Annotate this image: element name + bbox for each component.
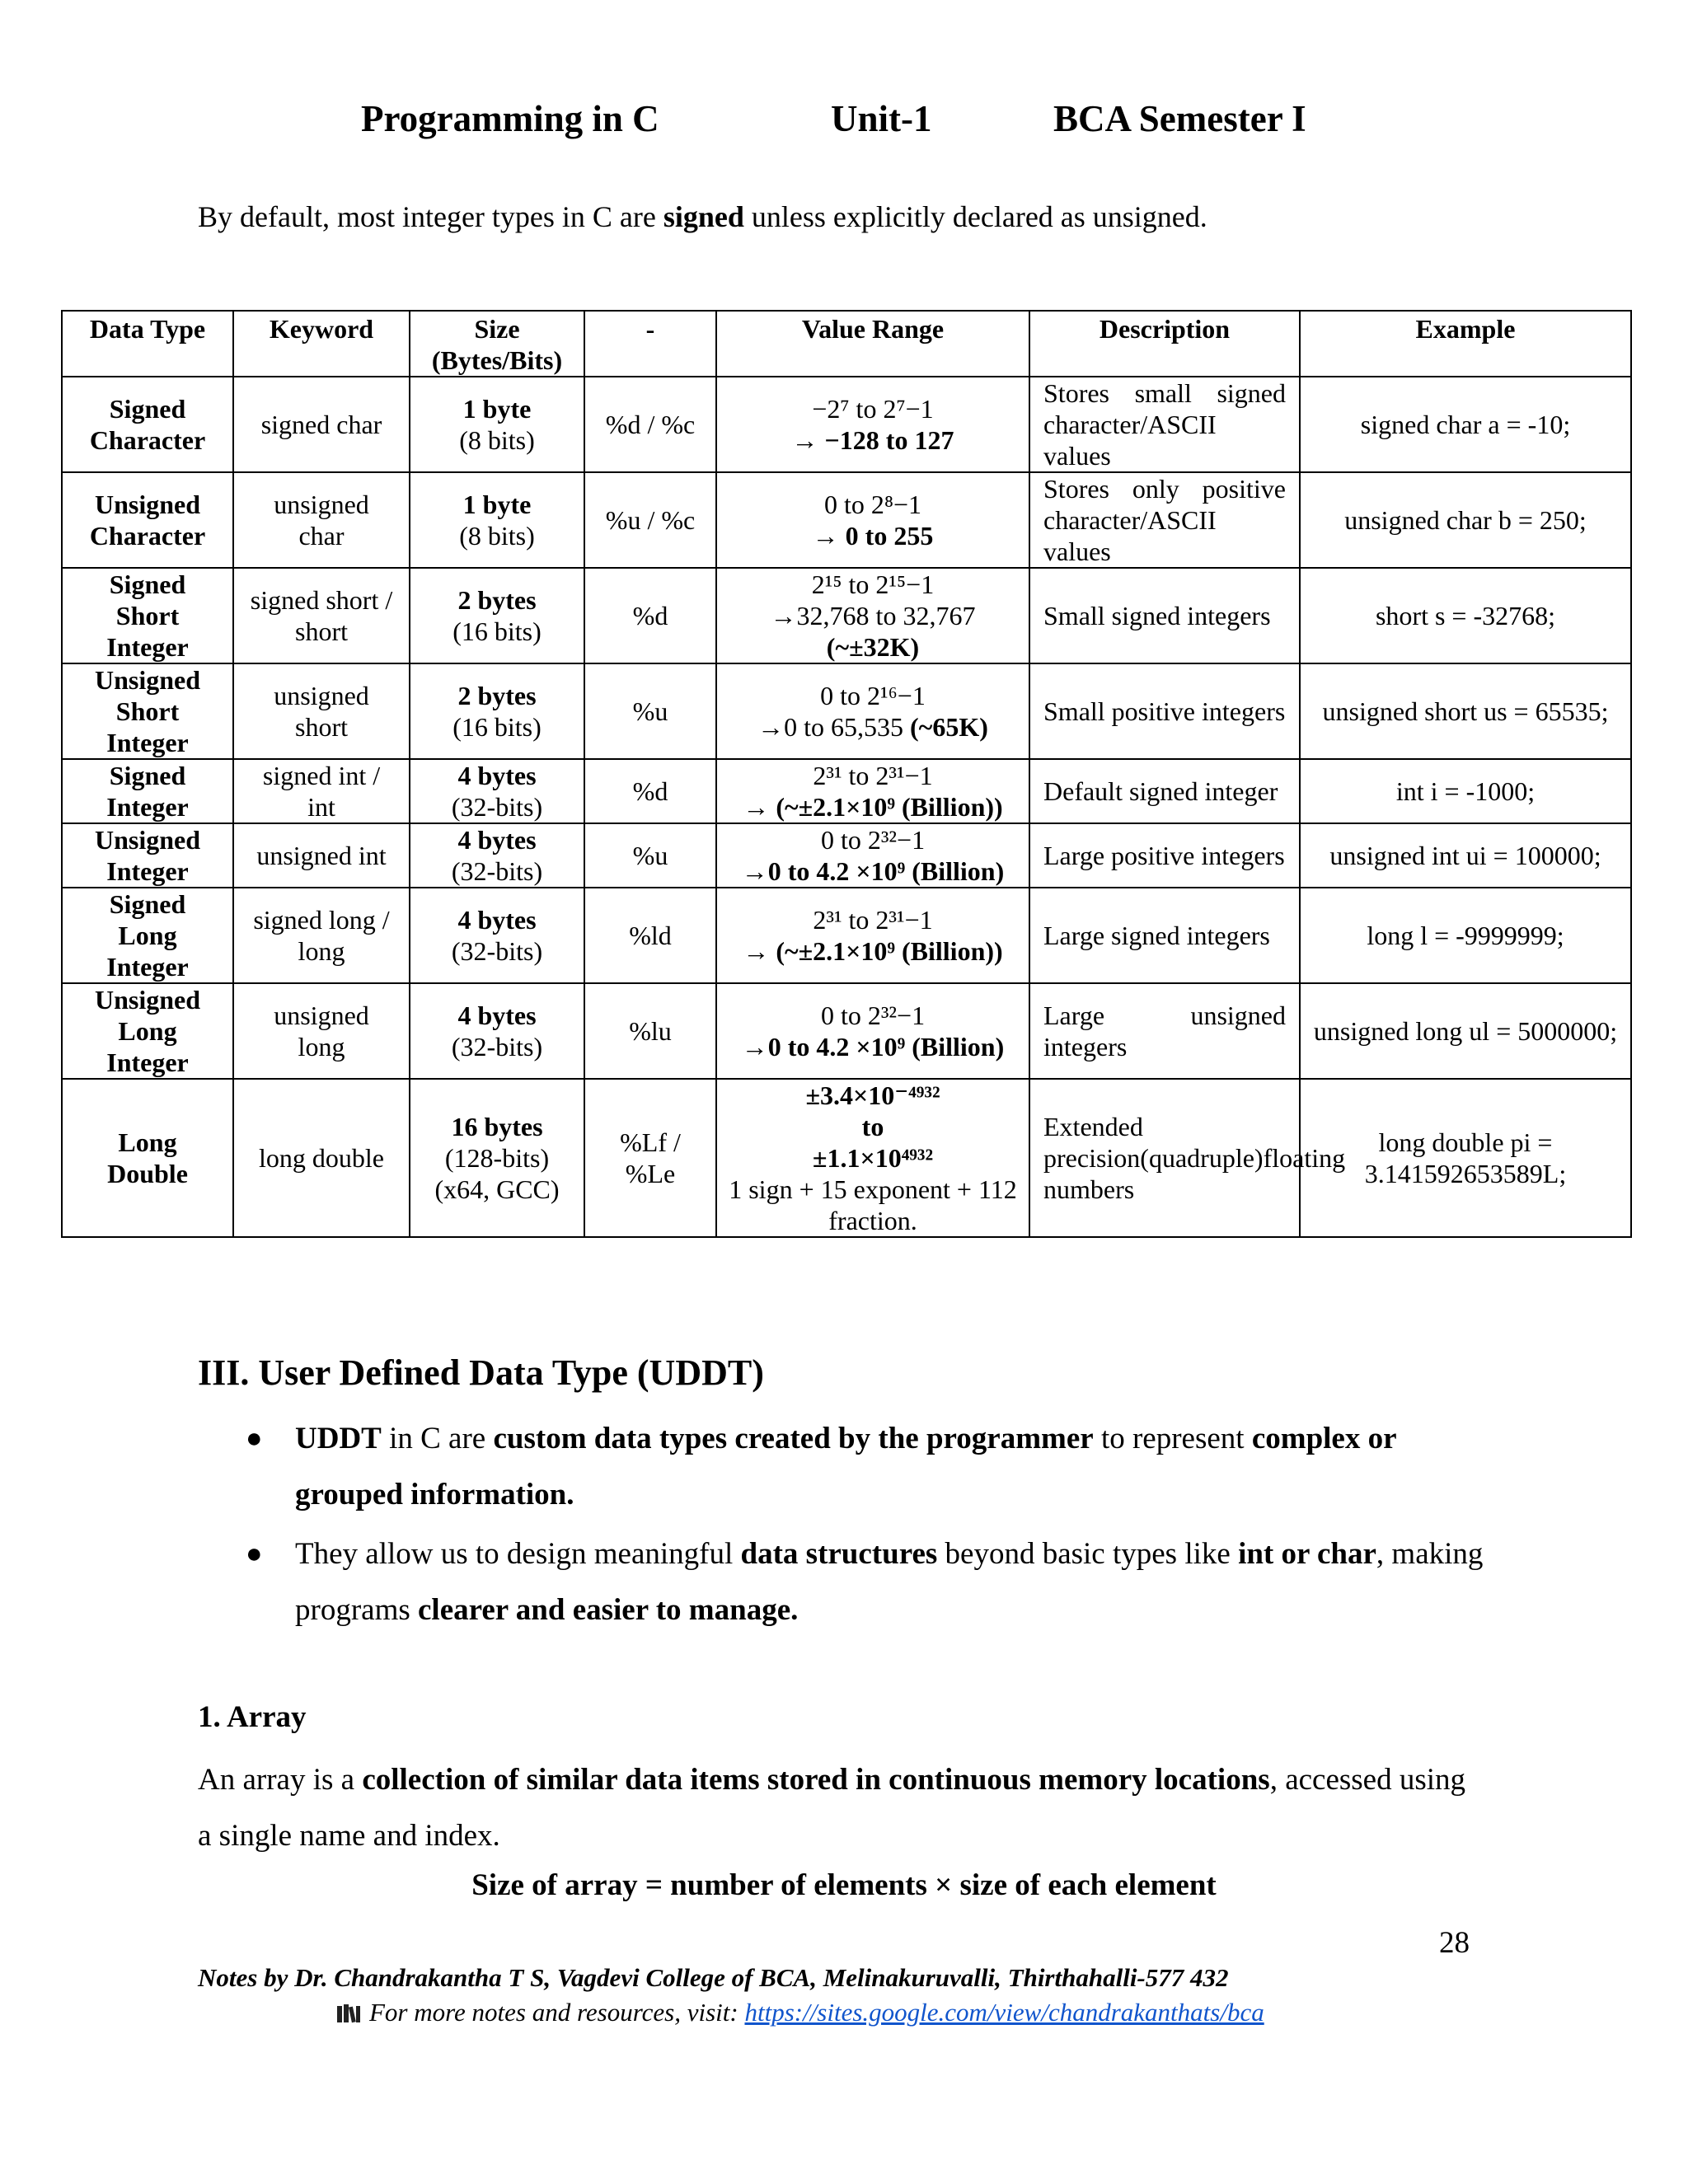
cell-range: −2⁷ to 2⁷−1 → −128 to 127 <box>716 377 1029 472</box>
cell-size: 2 bytes (16 bits) <box>410 663 584 759</box>
cell-keyword: signed int / int <box>233 759 410 823</box>
cell-description: Extended precision(quadruple)floating numbers <box>1029 1079 1300 1237</box>
cell-range: 0 to 2⁸−1 → 0 to 255 <box>716 472 1029 568</box>
cell-example: int i = -1000; <box>1300 759 1631 823</box>
bullet-icon: ● <box>246 1539 263 1569</box>
cell-example: long double pi = 3.141592653589L; <box>1300 1079 1631 1237</box>
cell-format: %d <box>584 568 716 663</box>
course-title: Programming in C <box>361 98 659 139</box>
cell-format: %u <box>584 663 716 759</box>
cell-data-type: Unsigned Short Integer <box>62 663 233 759</box>
cell-size: 2 bytes (16 bits) <box>410 568 584 663</box>
cell-format: %ld <box>584 888 716 983</box>
list-item: ● UDDT in C are custom data types created by the programmer to represent complex or grouped information. <box>198 1411 1484 1523</box>
cell-keyword: unsigned long <box>233 983 410 1079</box>
cell-range: 0 to 2¹⁶−1 →0 to 65,535 (~65K) <box>716 663 1029 759</box>
cell-keyword: long double <box>233 1079 410 1237</box>
cell-keyword: unsigned short <box>233 663 410 759</box>
cell-data-type: Unsigned Long Integer <box>62 983 233 1079</box>
cell-data-type: Long Double <box>62 1079 233 1237</box>
cell-keyword: signed long / long <box>233 888 410 983</box>
cell-format: %u <box>584 823 716 888</box>
data-types-table <box>61 310 1632 1238</box>
cell-example: signed char a = -10; <box>1300 377 1631 472</box>
cell-data-type: Unsigned Character <box>62 472 233 568</box>
cell-size: 1 byte (8 bits) <box>410 472 584 568</box>
cell-keyword: signed char <box>233 377 410 472</box>
table-row <box>62 888 1631 983</box>
list-item: ● They allow us to design meaningful data structures beyond basic types like int or char, making programs clearer and easier to manage. <box>198 1526 1484 1638</box>
cell-description: Small signed integers <box>1029 568 1300 663</box>
cell-size: 1 byte (8 bits) <box>410 377 584 472</box>
cell-format: %d / %c <box>584 377 716 472</box>
cell-description: Large unsigned integers <box>1029 983 1300 1079</box>
cell-range: 2³¹ to 2³¹−1 → (~±2.1×10⁹ (Billion)) <box>716 759 1029 823</box>
cell-data-type: Signed Character <box>62 377 233 472</box>
cell-format: %lu <box>584 983 716 1079</box>
section-heading-uddt: III. User Defined Data Type (UDDT) <box>198 1352 764 1393</box>
bullet-icon: ● <box>246 1423 263 1454</box>
cell-example: long l = -9999999; <box>1300 888 1631 983</box>
col-header-description: Description <box>1029 311 1300 377</box>
table-row <box>62 663 1631 759</box>
cell-size: 4 bytes (32-bits) <box>410 888 584 983</box>
cell-range: 2³¹ to 2³¹−1 → (~±2.1×10⁹ (Billion)) <box>716 888 1029 983</box>
cell-description: Large positive integers <box>1029 823 1300 888</box>
intro-text: By default, most integer types in C are <box>198 200 663 233</box>
cell-range: 0 to 2³²−1 →0 to 4.2 ×10⁹ (Billion) <box>716 823 1029 888</box>
footer-notes: Notes by Dr. Chandrakantha T S, Vagdevi College of BCA, Melinakuruvalli, Thirthahalli-577 432 <box>198 1963 1229 1992</box>
resources-link[interactable]: https://sites.google.com/view/chandrakanthats/bca <box>744 1998 1264 2027</box>
cell-example: unsigned char b = 250; <box>1300 472 1631 568</box>
cell-format: %d <box>584 759 716 823</box>
cell-description: Stores only positive character/ASCII values <box>1029 472 1300 568</box>
cell-description: Default signed integer <box>1029 759 1300 823</box>
table-row <box>62 823 1631 888</box>
cell-keyword: signed short / short <box>233 568 410 663</box>
cell-description: Stores small signed character/ASCII values <box>1029 377 1300 472</box>
cell-description: Small positive integers <box>1029 663 1300 759</box>
intro-text-end: unless explicitly declared as unsigned. <box>743 200 1207 233</box>
cell-size: 4 bytes (32-bits) <box>410 759 584 823</box>
unit-label: Unit-1 <box>831 98 932 139</box>
books-icon <box>336 2004 361 2023</box>
table-row <box>62 1079 1631 1237</box>
array-heading: 1. Array <box>198 1700 307 1734</box>
table-header-row <box>62 311 1631 377</box>
uddt-bullet-list <box>198 1411 1484 1642</box>
footer-resources-text: For more notes and resources, visit: <box>369 1998 745 2027</box>
cell-example: unsigned long ul = 5000000; <box>1300 983 1631 1079</box>
footer-resources <box>336 1998 1264 2027</box>
cell-example: short s = -32768; <box>1300 568 1631 663</box>
table-row <box>62 759 1631 823</box>
cell-keyword: unsigned char <box>233 472 410 568</box>
col-header-format: - <box>584 311 716 377</box>
table-row <box>62 377 1631 472</box>
cell-range: 0 to 2³²−1 →0 to 4.2 ×10⁹ (Billion) <box>716 983 1029 1079</box>
cell-range: 2¹⁵ to 2¹⁵−1 →32,768 to 32,767 (~±32K) <box>716 568 1029 663</box>
table-row <box>62 472 1631 568</box>
cell-data-type: Signed Integer <box>62 759 233 823</box>
col-header-example: Example <box>1300 311 1631 377</box>
col-header-keyword: Keyword <box>233 311 410 377</box>
semester-label: BCA Semester I <box>1053 98 1306 139</box>
intro-bold: signed <box>663 200 744 233</box>
cell-size: 4 bytes (32-bits) <box>410 823 584 888</box>
cell-data-type: Signed Short Integer <box>62 568 233 663</box>
col-header-size: Size (Bytes/Bits) <box>410 311 584 377</box>
col-header-data-type: Data Type <box>62 311 233 377</box>
array-size-formula: Size of array = number of elements × size of each element <box>471 1868 1217 1902</box>
cell-example: unsigned int ui = 100000; <box>1300 823 1631 888</box>
cell-data-type: Signed Long Integer <box>62 888 233 983</box>
cell-format: %u / %c <box>584 472 716 568</box>
intro-paragraph <box>198 199 1207 234</box>
cell-keyword: unsigned int <box>233 823 410 888</box>
table-row <box>62 568 1631 663</box>
col-header-value-range: Value Range <box>716 311 1029 377</box>
cell-data-type: Unsigned Integer <box>62 823 233 888</box>
cell-format: %Lf / %Le <box>584 1079 716 1237</box>
page-number: 28 <box>1439 1926 1470 1960</box>
table-row <box>62 983 1631 1079</box>
cell-size: 4 bytes (32-bits) <box>410 983 584 1079</box>
cell-example: unsigned short us = 65535; <box>1300 663 1631 759</box>
array-paragraph: An array is a collection of similar data items stored in continuous memory locations, accessed using a single name and index. <box>198 1763 1466 1853</box>
cell-size: 16 bytes (128-bits) (x64, GCC) <box>410 1079 584 1237</box>
cell-description: Large signed integers <box>1029 888 1300 983</box>
cell-range: ±3.4×10⁻⁴⁹³² to ±1.1×10⁴⁹³² 1 sign + 15 exponent + 112 fraction. <box>716 1079 1029 1237</box>
